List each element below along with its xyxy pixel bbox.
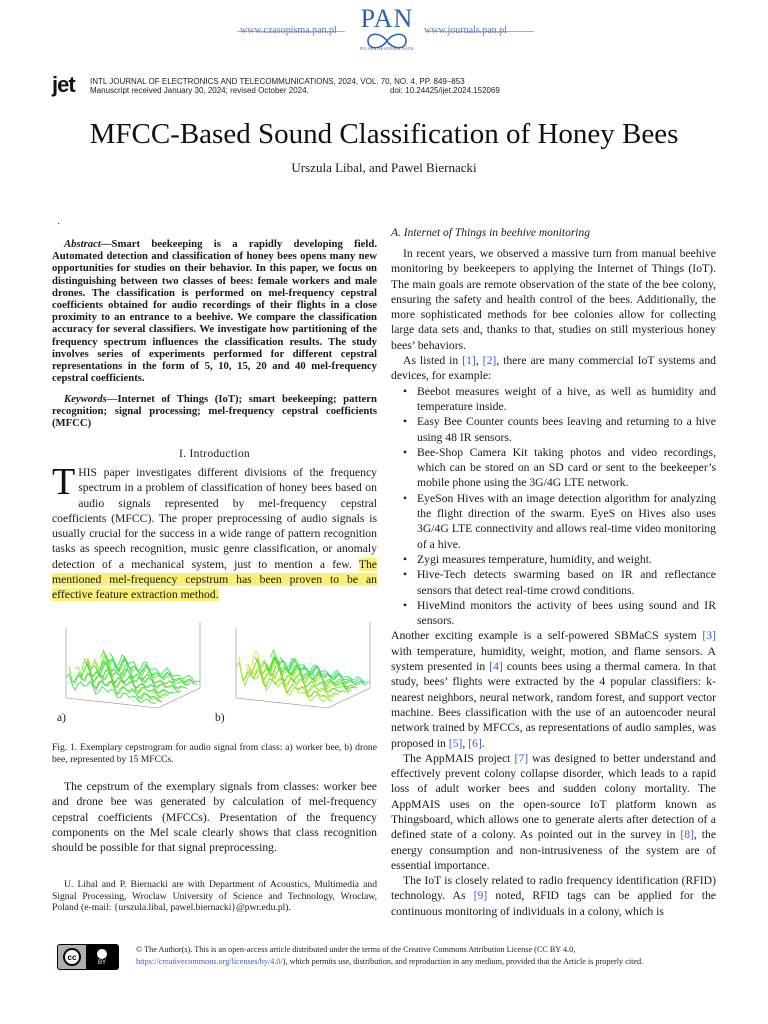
cepstrogram-drone — [228, 608, 378, 713]
cepstrogram-worker — [58, 608, 208, 713]
drop-cap: T — [52, 461, 76, 503]
bullet-icon: • — [403, 445, 408, 459]
affiliation-footnote: U. Libal and P. Biernacki are with Department of Acoustics, Multimedia and Signal Processing, Wroclaw University of Science and Technology, Wroclaw, Poland (e-mail: {urszula.libal, pawel.biernacki}@pwr.edu.pl). — [52, 879, 377, 914]
intro-text: HIS paper investigates different divisions of the frequency spectrum in a problem of classification of honey bees based on audio signals represented by mel-frequency cepstral coefficients (MFCC). The proper preprocessing of audio signals is usually crucial for the success in a wide range of pattern recognition tasks as speech recognition, music genre classification, or anomaly detection of a mechanical system, just to mention a few. — [52, 466, 377, 571]
license-notice — [136, 944, 736, 968]
paragraph-rfid — [391, 873, 716, 919]
subsection-heading-iot: A. Internet of Things in beehive monitoring — [391, 227, 590, 239]
section-heading-introduction: I. Introduction — [179, 448, 250, 460]
paragraph-sbmacs — [391, 628, 716, 750]
citation-4[interactable]: [4] — [489, 660, 503, 674]
text-run: , there are many commercial IoT systems and devices, for example: — [391, 354, 717, 383]
keywords — [52, 393, 377, 430]
list-item — [391, 552, 716, 567]
list-item-text: Bee-Shop Camera Kit taking photos and video recordings, which can be stored on an SD card or sent to the beekeeper’s mobile phone using the 3G/4G LTE network. — [417, 445, 716, 490]
czasopisma-link[interactable]: www.czasopisma.pan.pl — [240, 25, 337, 36]
paragraph-listed — [391, 353, 716, 384]
text-run: counts bees using a thermal camera. In that study, bees’ flights were extracted by the 4 popular classifiers: k-nearest neighbors, neural network, random forest, and support vector machine. Bees classification with the use of an autoencoder neural network trained by MFCCs, as representations of audio samples, was proposed in — [391, 660, 716, 750]
list-item-text: Zygi measures temperature, humidity, and weight. — [417, 552, 652, 566]
list-item-text: HiveMind monitors the activity of bees using sound and IR sensors. — [417, 598, 716, 628]
keywords-label: Keywords — [64, 393, 107, 405]
list-item-text: Beebot measures weight of a hive, as well as humidity and temperature inside. — [417, 384, 716, 413]
by-label: BY — [97, 959, 106, 966]
bullet-icon: • — [403, 415, 408, 429]
bullet-icon: • — [403, 598, 408, 612]
bullet-icon: • — [403, 491, 408, 505]
manuscript-dates: Manuscript received January 30, 2024; revised October 2024. — [90, 86, 309, 95]
text-run: , the energy consumption and non-intrusiveness of the system are of essential importance. — [391, 828, 717, 872]
citation-5[interactable]: [5] — [448, 736, 463, 750]
cc-icon-area — [58, 945, 86, 969]
keywords-text: —Internet of Things (IoT); smart beekeeping; pattern recognition; signal processing; mel-frequency cepstral coefficients (MFCC) — [52, 393, 377, 430]
figure-label-a: a) — [57, 712, 66, 724]
license-line-1: © The Author(s). This is an open-access article distributed under the terms of the Creative Commons Attribution License (CC BY 4.0, — [136, 945, 576, 954]
abstract-text: —Smart beekeeping is a rapidly developing field. Automated detection and classification of honey bees opens many new opportunities for studies on their behavior. In this paper, we focus on distinguishing between two classes of bees: female workers and male drones. The classification is performed on mel-frequency cepstral coefficients obtained for audio recordings of their flights in a close proximity to an entrance to a beehive. We compare the classification accuracy for several classifiers. We investigate how partitioning of the frequency spectrum influences the classification results. The study involves series of experiments performed for different cepstral representations in the form of 5, 10, 15, 20 and 40 mel-frequency cepstral coefficients. — [52, 238, 377, 385]
iot-device-list — [391, 384, 716, 629]
list-item-text: Easy Bee Counter counts bees leaving and returning to a hive using 48 IR sensors. — [417, 415, 716, 444]
cepstrogram-worker-bars — [66, 622, 200, 708]
citation-9[interactable]: [9] — [473, 889, 488, 903]
right-column-text — [391, 246, 716, 919]
pan-logo-text: PAN — [360, 4, 414, 33]
cepstrum-line — [255, 657, 345, 692]
person-icon — [97, 949, 107, 959]
jet-logo: jet — [52, 72, 75, 97]
license-link[interactable]: https://creativecommons.org/licenses/by/4.0/ — [136, 957, 283, 966]
list-item-text: Hive-Tech detects swarming based on IR and reflectance sensors that detect real-time crowd conditions. — [417, 568, 716, 597]
citation-8[interactable]: [8] — [680, 828, 694, 842]
license-line-2 — [136, 956, 736, 968]
text-run: , — [475, 354, 483, 368]
authors: Urszula Libal, and Pawel Biernacki — [291, 160, 477, 175]
highlighted-sentence[interactable]: The mentioned mel-frequency cepstrum has been proven to be an effective feature extraction method. — [52, 557, 377, 602]
journals-link[interactable]: www.journals.pan.pl — [424, 25, 507, 36]
text-run: was designed to better understand and effectively prevent colony collapse disorder, which leads to a rapid loss of adult worker bees and sudden colony mortality. The AppMAIS uses on the open-source IoT platform known as Thingsboard, which allows one to generate alerts after detection of a defined state of a colony. As pointed out in the survey in — [391, 751, 717, 842]
text-run: , — [462, 736, 469, 750]
abstract-label: Abstract — [64, 238, 101, 250]
bullet-icon: • — [403, 552, 408, 566]
paragraph-iot-intro: In recent years, we observed a massive turn from manual beehive monitoring by beekeepers to applying the Internet of Things (IoT). The main goals are remote observation of the state of the bee colony, ensuring the safety and health control of the bees. Additionally, the more sophisticated methods for bee colonies allow for collecting large data sets and, thanks to that, studies on still mysterious honey bees’ behaviors. — [391, 247, 716, 352]
list-item — [391, 598, 716, 629]
paragraph-appmais — [391, 751, 716, 873]
citation-7[interactable]: [7] — [514, 751, 529, 765]
citation-6[interactable]: [6] — [468, 736, 482, 750]
citation-2[interactable]: [2] — [482, 354, 497, 368]
text-run: noted, RFID tags can be applied for the continuous monitoring of individuals in a colony, which is — [391, 889, 716, 918]
list-item-text: EyeSon Hives with an image detection algorithm for analyzing the flight direction of the swarm. EyeS on Hives also uses 3G/4G LTE connectivity and allows real-time video monitoring of a hive. — [417, 491, 716, 551]
bullet-icon: • — [403, 384, 408, 398]
pan-logo-subtitle: POLSKA AKADEMIA NAUK — [359, 46, 415, 51]
paragraph-cepstrum: The cepstrum of the exemplary signals from classes: worker bee and drone bee was generated by calculation of mel-frequency cepstral coefficients (MFCCs). Presentation of the frequency components on the Mel scale clearly shows that class recognition should be possible for that signal preprocessing. — [52, 780, 377, 855]
infinity-icon — [364, 32, 410, 50]
journal-citation: INTL JOURNAL OF ELECTRONICS AND TELECOMMUNICATIONS, 2024, VOL. 70, NO. 4, PP. 849–853 — [90, 77, 465, 86]
list-item — [391, 384, 716, 415]
paper-title: MFCC-Based Sound Classification of Honey Bees — [89, 118, 679, 150]
list-item — [391, 491, 716, 552]
cepstrogram-drone-bars — [236, 622, 370, 708]
bullet-icon: • — [403, 568, 408, 582]
doi: doi: 10.24425/ijet.2024.152069 — [390, 86, 500, 95]
text-run: Another exciting example is a self-powered SBMaCS system — [391, 629, 703, 643]
list-item — [391, 414, 716, 445]
license-line-2-text: ), which permits use, distribution, and reproduction in any medium, provided that the Article is properly cited. — [282, 957, 644, 966]
text-run: The IoT is closely related to radio frequency identification (RFID) technology. As — [391, 874, 716, 903]
abstract — [52, 238, 377, 384]
figure-caption: Fig. 1. Exemplary cepstrogram for audio signal from class: a) worker bee, b) drone bee, represented by 15 MFCCs. — [52, 742, 377, 765]
citation-1[interactable]: [1] — [462, 354, 476, 368]
list-item — [391, 445, 716, 491]
text-run: As listed in — [403, 354, 463, 368]
cc-icon: cc — [63, 948, 81, 966]
by-icon-area — [86, 949, 118, 966]
intro-paragraph — [52, 461, 377, 603]
text-run: . — [481, 736, 485, 750]
figure-label-b: b) — [215, 712, 225, 724]
text-run: with temperature, humidity, weight, motion, and flame sensors. A system presented in — [391, 644, 716, 674]
citation-3[interactable]: [3] — [702, 629, 716, 643]
cc-by-license-badge[interactable] — [57, 944, 119, 970]
pan-logo — [354, 6, 420, 51]
stray-dot: ˙ — [57, 222, 61, 233]
list-item — [391, 567, 716, 598]
text-run: The AppMAIS project — [403, 751, 515, 765]
